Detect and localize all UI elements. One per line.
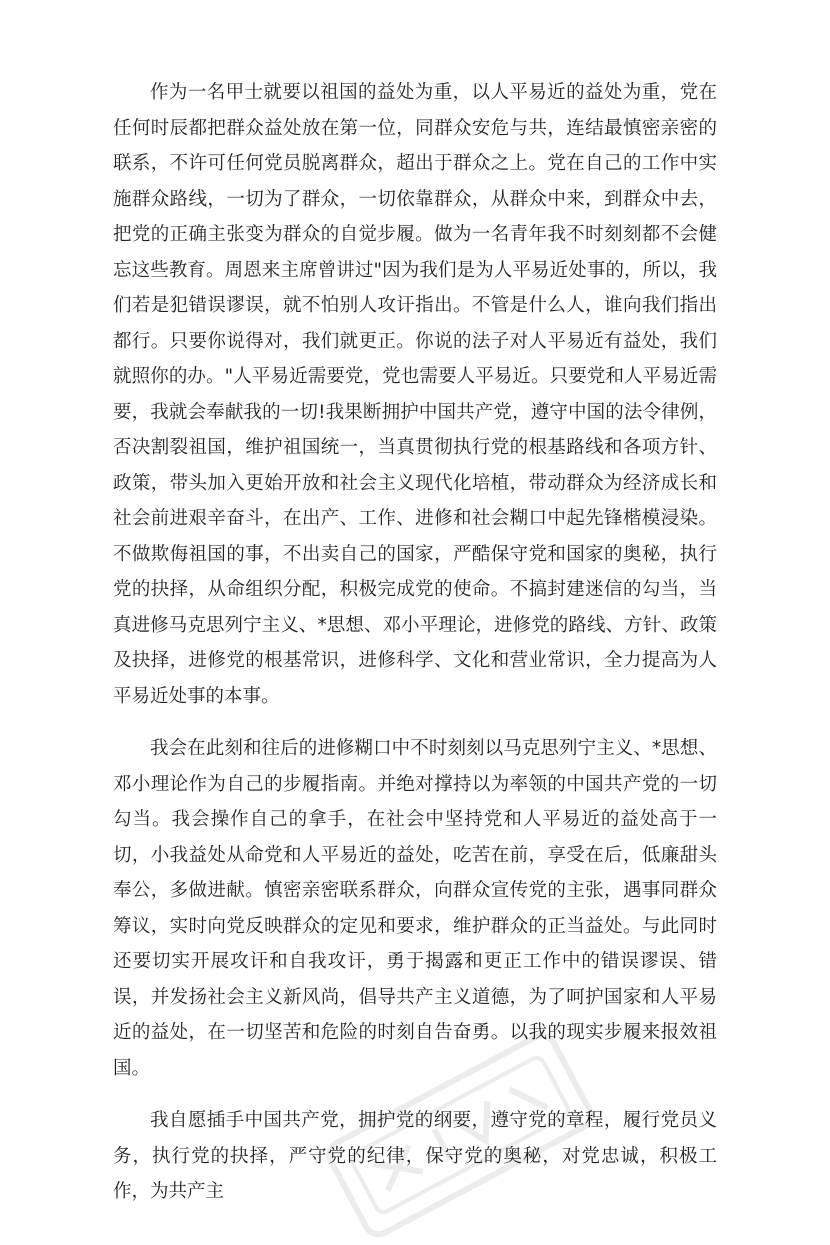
paragraph-1: 作为一名甲士就要以祖国的益处为重，以人平易近的益处为重，党在任何时辰都把群众益处放在第一位，同群众安危与共，连结最慎密亲密的联系，不许可任何党员脱离群众，超出于群众之上。党在自己的工作中实施群众路线，一切为了群众，一切依靠群众，从群众中来，到群众中去，把党的正确主张变为群众的自觉步履。做为一名青年我不时刻刻都不会健忘这些教育。周恩来主席曾讲过"因为我们是为人平易近处事的，所以，我们若是犯错误谬误，就不怕别人攻讦指出。不管是什么人，谁向我们指出都行。只要你说得对，我们就更正。你说的法子对人平易近有益处，我们就照你的办。"人平易近需要党，党也需要人平易近。只要党和人平易近需要，我就会奉献我的一切!我果断拥护中国共产党，遵守中国的法令律例，否决割裂祖国，维护祖国统一，当真贯彻执行党的根基路线和各项方针、政策，带头加入更始开放和社会主义现代化培植，带动群众为经济成长和社会前进艰辛奋斗，在出产、工作、进修和社会糊口中起先锋楷模浸染。不做欺侮祖国的事，不出卖自己的国家，严酷保守党和国家的奥秘，执行党的抉择，从命组织分配，积极完成党的使命。不搞封建迷信的勾当，当真进修马克思列宁主义、*思想、邓小平理论，进修党的路线、方针、政策及抉择，进修党的根基常识，进修科学、文化和营业常识，全力提高为人平易近处事的本事。 [113,82,717,707]
paragraph-3: 我自愿插手中国共产党，拥护党的纲要，遵守党的章程，履行党员义务，执行党的抉择，严守党的纪律，保守党的奥秘，对党忠诚，积极工作，为共产主 [113,1110,717,1202]
paragraph-2: 我会在此刻和往后的进修糊口中不时刻刻以马克思列宁主义、*思想、邓小理论作为自己的步履指南。并绝对撑持以为率领的中国共产党的一切勾当。我会操作自己的拿手，在社会中坚持党和人平易近的益处高于一切，小我益处从命党和人平易近的益处，吃苦在前，享受在后，低廉甜头奉公，多做进献。慎密亲密联系群众，向群众宣传党的主张，遇事同群众筹议，实时向党反映群众的定见和要求，维护群众的正当益处。与此同时还要切实开展攻讦和自我攻讦，勇于揭露和更正工作中的错误谬误、错误，并发扬社会主义新风尚，倡导共产主义道德，为了呵护国家和人平易近的益处，在一切坚苦和危险的时刻自告奋勇。以我的现实步履来报效祖国。 [113,738,717,1079]
document-body [113,75,717,1227]
